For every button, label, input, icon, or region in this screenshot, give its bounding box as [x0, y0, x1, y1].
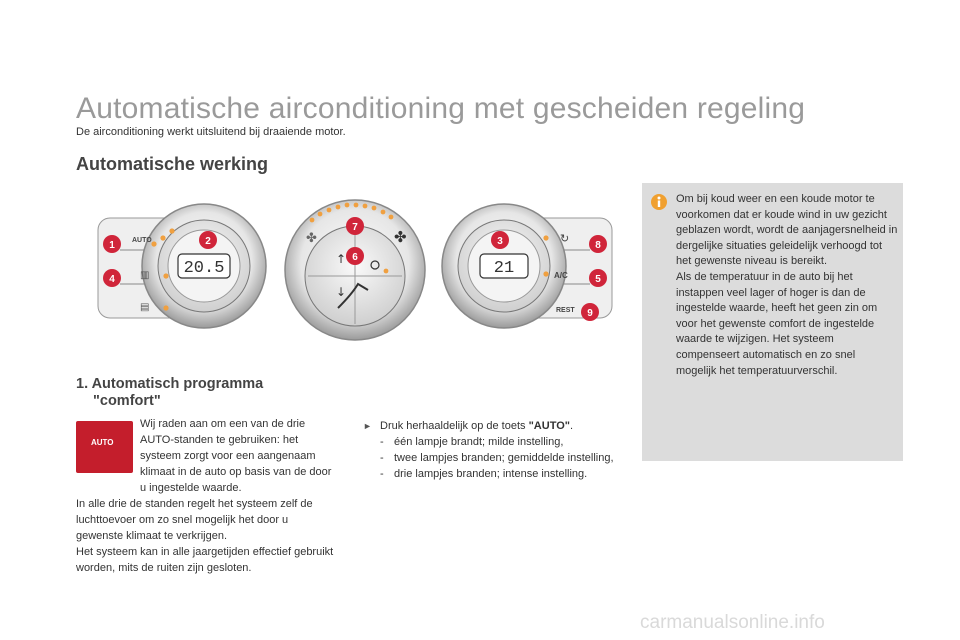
callout-7: 7 — [352, 222, 358, 233]
right-control-unit — [442, 204, 612, 328]
climate-control-panel — [90, 198, 620, 348]
center-control-unit — [285, 200, 425, 340]
list-item: - drie lampjes branden; intense instelling. — [380, 466, 623, 482]
front-defrost-icon: ▤ — [140, 302, 150, 313]
program-rest-text: In alle drie de standen regelt het systeem zelf de luchttoevoer om zo snel mogelijk het door u gewenste klimaat te verkrijgen. — [76, 498, 313, 542]
program-intro-text: Wij raden aan om een van de drie AUTO-standen te gebruiken: het systeem zorgt voor een aangenaam klimaat in de auto op basis van de door u ingestelde waarde. — [140, 418, 332, 494]
callout-2: 2 — [205, 236, 211, 247]
left-temperature-display: 20.5 — [183, 259, 225, 278]
fan-high-icon: ✤ — [394, 228, 407, 246]
rear-defrost-icon: ▥ — [140, 270, 150, 281]
callout-8: 8 — [595, 240, 601, 251]
instruction-list — [363, 434, 623, 482]
instruction-key: "AUTO" — [528, 420, 570, 432]
callout-1: 1 — [109, 240, 115, 251]
program-paragraph-1 — [76, 416, 338, 544]
section-heading: Automatische werking — [76, 154, 269, 174]
watermark: carmanualsonline.info — [640, 612, 825, 633]
instruction-block — [363, 418, 623, 482]
program-paragraph-2: Het systeem kan in alle jaargetijden effectief gebruikt worden, mits de ruiten zijn gesloten. — [76, 546, 334, 574]
bullet-arrow-icon: ► — [363, 421, 372, 431]
info-icon — [650, 193, 668, 211]
program-heading-line1: 1. Automatisch programma — [76, 376, 264, 392]
info-paragraph-1: Om bij koud weer en een koude motor te voorkomen dat er koude wind in uw gezicht geblazen wordt, wordt de aanjagersnelheid in dergelijke situaties geleidelijk verhoogd tot het gewenste niveau is bereikt. — [676, 193, 898, 268]
rest-button-label: REST — [556, 307, 575, 314]
recirculation-icon: ↻ — [560, 232, 570, 245]
info-paragraph-2: Als de temperatuur in de auto bij het instappen veel lager of hoger is dan de ingestelde waarde, heeft het geen zin om voor het gewenste comfort de ingestelde waarde te wijzigen. Het systeem compenseert automatisch en zo snel mogelijk het temperatuurverschil. — [676, 270, 878, 377]
program-heading-line2: "comfort" — [93, 393, 161, 409]
auto-button-label: AUTO — [132, 237, 152, 244]
info-text — [676, 192, 898, 379]
callout-9: 9 — [587, 308, 593, 319]
instruction-text: Druk herhaaldelijk op de toets — [380, 420, 526, 432]
auto-thumb-label: AUTO — [91, 438, 114, 447]
fan-low-icon: ✤ — [306, 231, 317, 246]
callout-4: 4 — [109, 274, 115, 285]
ac-button-label: A/C — [554, 271, 568, 280]
right-temperature-display: 21 — [493, 259, 515, 278]
list-item: - twee lampjes branden; gemiddelde instelling, — [380, 450, 623, 466]
left-control-unit — [98, 204, 266, 328]
vent-feet-icon: ↓ — [336, 285, 347, 299]
program-heading — [76, 376, 263, 410]
callout-3: 3 — [497, 236, 503, 247]
callout-5: 5 — [595, 274, 601, 285]
instruction-tail: . — [570, 420, 574, 432]
page-title: Automatische airconditioning met gescheiden regeling — [76, 92, 806, 125]
callout-6: 6 — [352, 252, 358, 263]
vent-face-icon: ↑ — [336, 252, 347, 266]
list-item: - één lampje brandt; milde instelling, — [380, 434, 623, 450]
page-subtitle: De airconditioning werkt uitsluitend bij draaiende motor. — [76, 126, 346, 138]
